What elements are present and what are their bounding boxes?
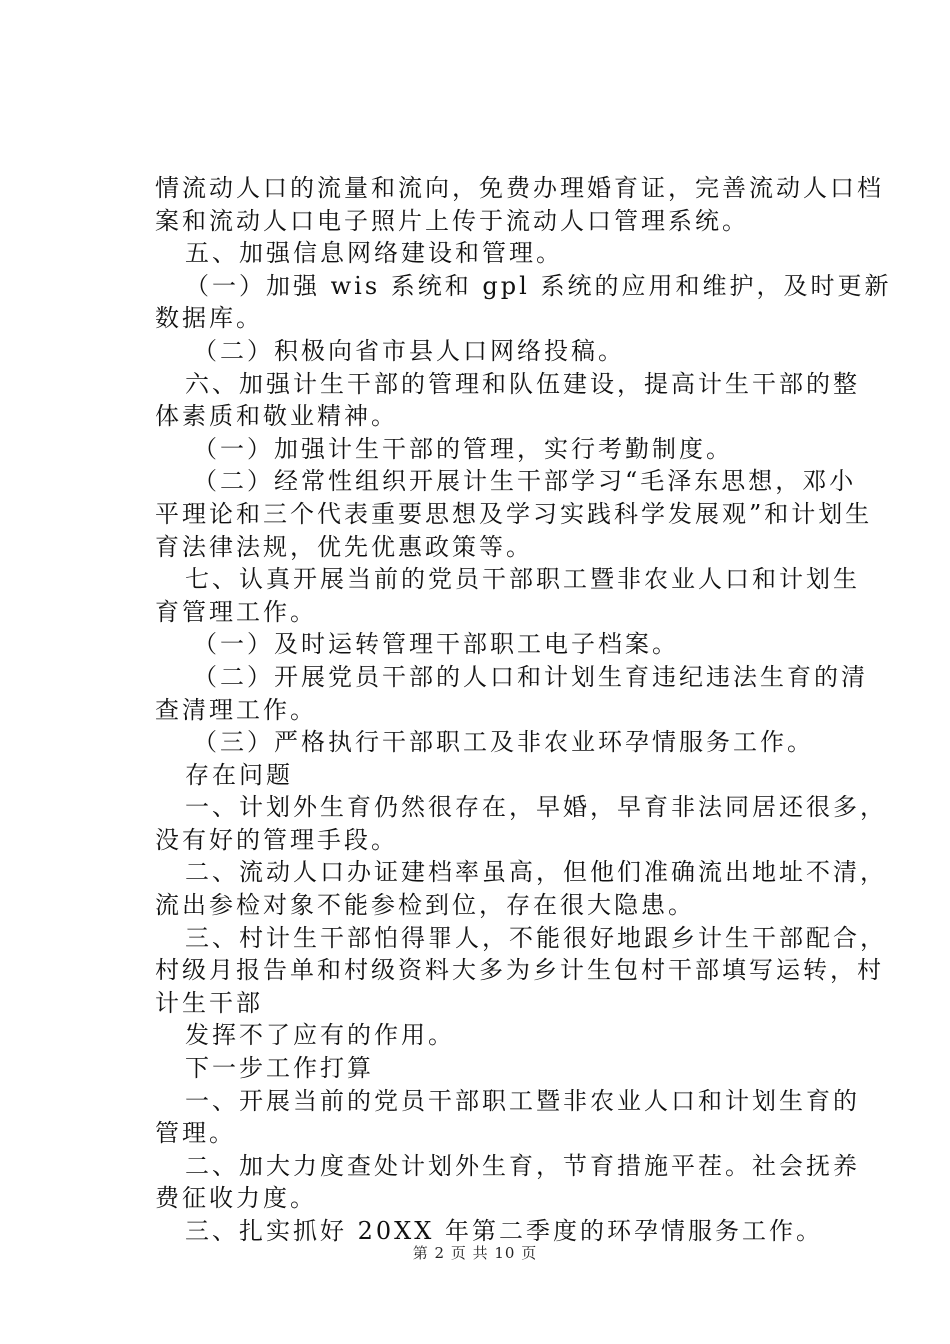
section-heading: 存在问题 [185, 760, 293, 789]
text-line: 数据库。 [155, 304, 263, 333]
text-line: （二）积极向省市县人口网络投稿。 [193, 336, 625, 365]
text-line: 案和流动人口电子照片上传于流动人口管理系统。 [155, 206, 749, 235]
text-line: （三）严格执行干部职工及非农业环孕情服务工作。 [193, 728, 814, 757]
text-line: 没有好的管理手段。 [155, 825, 398, 854]
text-line: （一）加强 wis 系统和 gpl 系统的应用和维护，及时更新 [185, 271, 892, 300]
text-line: 情流动人口的流量和流向，免费办理婚育证，完善流动人口档 [155, 174, 884, 202]
text-line: 三、扎实抓好 20XX 年第二季度的环孕情服务工作。 [185, 1217, 823, 1245]
text-line: 费征收力度。 [155, 1184, 317, 1213]
page-number-footer: 第 2 页 共 10 页 [412, 1244, 538, 1262]
section-heading: 五、加强信息网络建设和管理。 [185, 239, 563, 268]
text-line: 育管理工作。 [155, 597, 317, 626]
text-line: （二）开展党员干部的人口和计划生育违纪违法生育的清 [193, 662, 868, 691]
text-line: 一、计划外生育仍然很存在，早婚，早育非法同居还很多， [185, 793, 887, 822]
text-line: 发挥不了应有的作用。 [185, 1021, 455, 1050]
text-line: 三、村计生干部怕得罪人，不能很好地跟乡计生干部配合， [185, 923, 887, 952]
text-line: （二）经常性组织开展计生干部学习“毛泽东思想，邓小 [193, 467, 857, 496]
text-line: 计生干部 [155, 988, 263, 1017]
text-line: 一、开展当前的党员干部职工暨非农业人口和计划生育的 [185, 1086, 860, 1115]
section-heading: 六、加强计生干部的管理和队伍建设，提高计生干部的整 [185, 369, 860, 398]
text-line: （一）加强计生干部的管理，实行考勤制度。 [193, 434, 733, 463]
body-text [155, 172, 892, 1248]
text-line: 体素质和敬业精神。 [155, 402, 398, 431]
text-line: 流出参检对象不能参检到位，存在很大隐患。 [155, 891, 695, 920]
text-line: 查清理工作。 [155, 695, 317, 724]
text-line: （一）及时运转管理干部职工电子档案。 [193, 630, 679, 659]
section-heading: 下一步工作打算 [185, 1054, 374, 1083]
text-line: 育法律法规，优先优惠政策等。 [155, 532, 533, 561]
text-line: 管理。 [155, 1119, 236, 1148]
text-line: 二、流动人口办证建档率虽高，但他们准确流出地址不清， [185, 858, 887, 887]
text-line: 村级月报告单和村级资料大多为乡计生包村干部填写运转，村 [155, 956, 884, 985]
text-line: 平理论和三个代表重要思想及学习实践科学发展观”和计划生 [155, 499, 873, 528]
section-heading: 七、认真开展当前的党员干部职工暨非农业人口和计划生 [185, 565, 860, 594]
text-line: 二、加大力度查处计划外生育，节育措施平茬。社会抚养 [185, 1151, 860, 1180]
